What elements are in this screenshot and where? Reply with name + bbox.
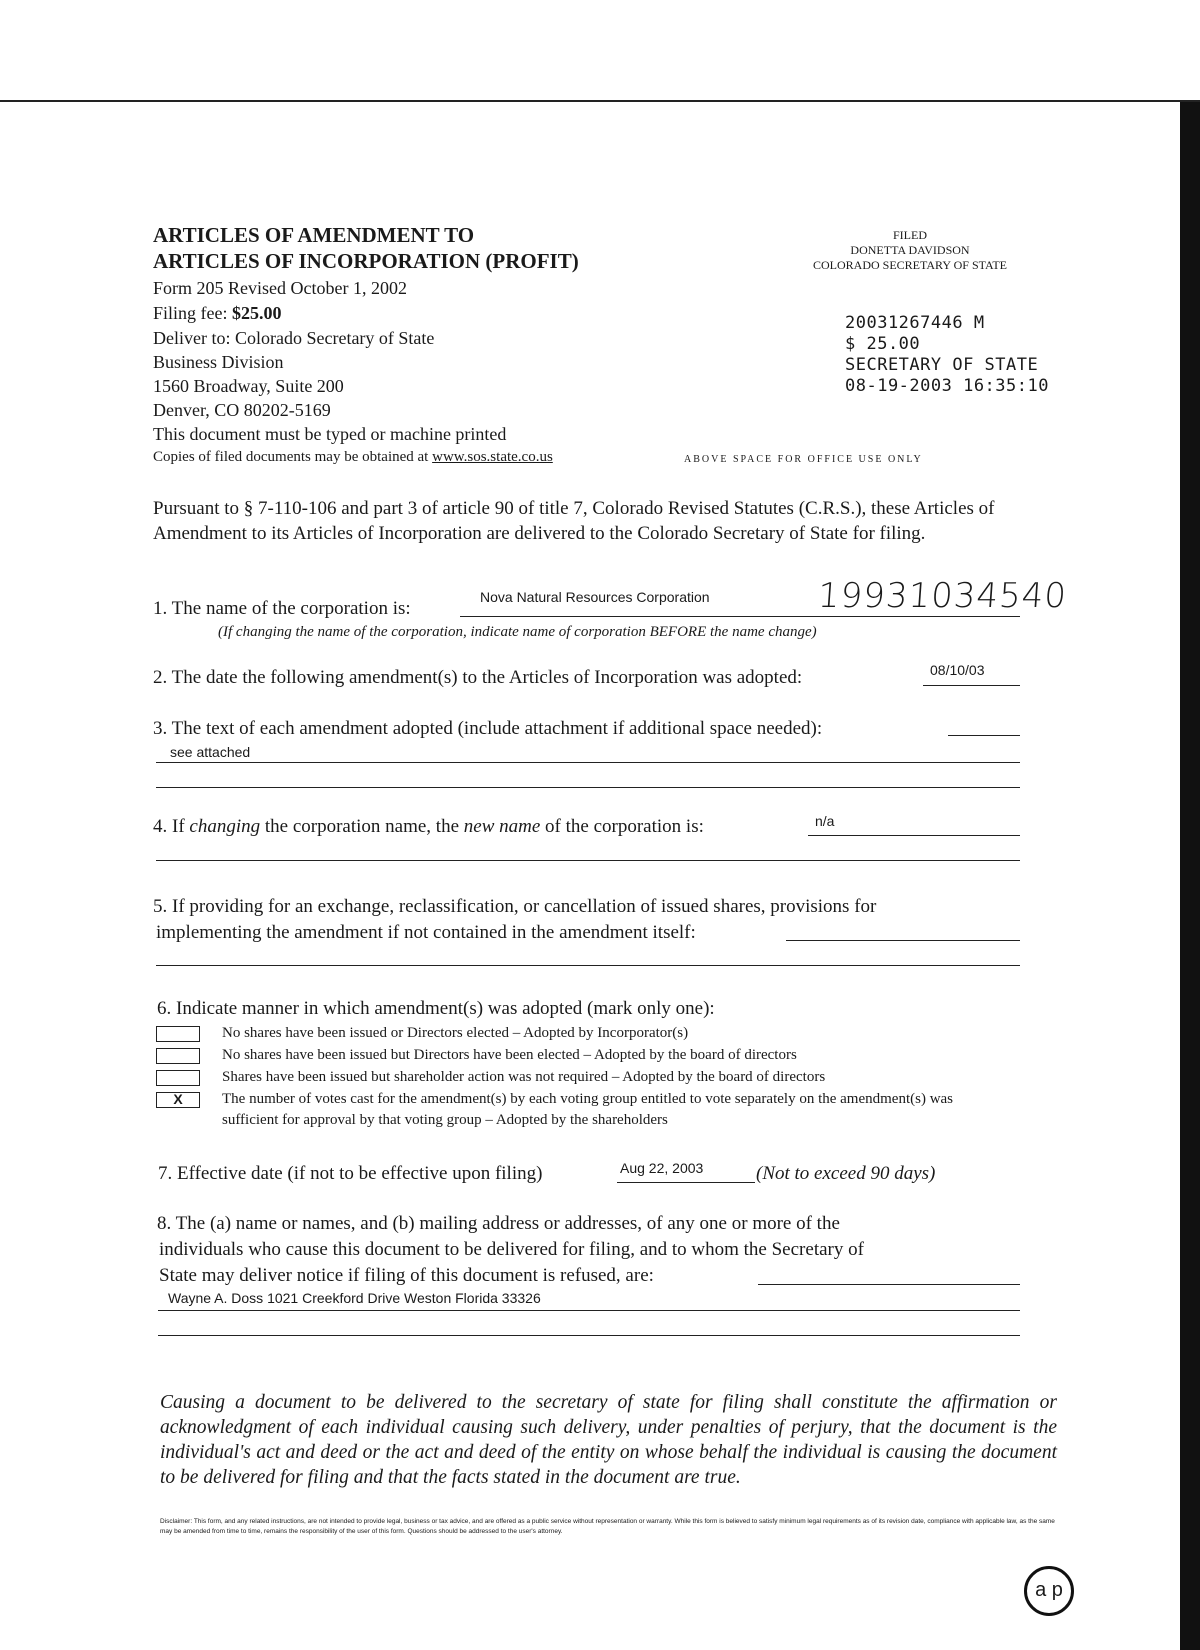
copies-note bbox=[153, 449, 553, 466]
item8-line1: 8. The (a) name or names, and (b) mailing address or addresses, of any one or more of the bbox=[157, 1213, 840, 1234]
checkbox-shareholders[interactable]: X bbox=[156, 1092, 200, 1108]
option-label-1: No shares have been issued or Directors elected – Adopted by Incorporator(s) bbox=[222, 1025, 689, 1041]
item7-underline bbox=[617, 1182, 755, 1183]
item8-line2: individuals who cause this document to be delivered for filing, and to whom the Secretary of bbox=[159, 1239, 864, 1260]
item4-suffix: of the corporation is: bbox=[540, 816, 704, 837]
item7-label: 7. Effective date (if not to be effective upon filing) bbox=[158, 1163, 543, 1184]
handwritten-entity-id: 19931034540 bbox=[816, 576, 1069, 616]
checkbox-board-no-action[interactable] bbox=[156, 1070, 200, 1086]
option-label-3: Shares have been issued but shareholder action was not required – Adopted by the board of directors bbox=[222, 1069, 826, 1085]
receipt-datetime: 08-19-2003 16:35:10 bbox=[845, 376, 1049, 396]
affirmation-paragraph: Causing a document to be delivered to the secretary of state for filing shall constitute the affirmation or acknowledgment of each individual causing such delivery, under penalties of perjury, that the document is the individual's act and deed or the act and deed of the entity on whose behalf the individual is causing the document to be delivered for filing and that the facts stated in the document are true. bbox=[160, 1392, 1057, 1488]
item1-note: (If changing the name of the corporation, indicate name of corporation BEFORE the name change) bbox=[218, 624, 817, 640]
item8-underline-c bbox=[158, 1335, 1020, 1336]
item5-line1: 5. If providing for an exchange, reclassification, or cancellation of issued shares, provisions for bbox=[153, 896, 877, 917]
item2-label: 2. The date the following amendment(s) to the Articles of Incorporation was adopted: bbox=[153, 667, 803, 688]
item4-prefix: 4. If bbox=[153, 816, 190, 837]
item8-line3: State may deliver notice if filing of this document is refused, are: bbox=[159, 1265, 654, 1286]
item8-underline-a bbox=[758, 1284, 1020, 1285]
item5-underline-a bbox=[786, 940, 1020, 941]
item3-underline-a bbox=[948, 735, 1020, 736]
item7-note: (Not to exceed 90 days) bbox=[756, 1163, 936, 1184]
copies-text: Copies of filed documents may be obtained at bbox=[153, 449, 433, 465]
item4-changing: changing bbox=[189, 816, 261, 837]
checkbox-incorporators[interactable] bbox=[156, 1026, 200, 1042]
item1-label: 1. The name of the corporation is: bbox=[153, 598, 411, 619]
ap-badge: a p bbox=[1024, 1566, 1074, 1616]
corporation-name-field[interactable]: Nova Natural Resources Corporation bbox=[480, 589, 710, 605]
item4-middle: the corporation name, the bbox=[260, 816, 464, 837]
checkbox-board-no-shares[interactable] bbox=[156, 1048, 200, 1064]
form-title-line1: ARTICLES OF AMENDMENT TO bbox=[153, 223, 475, 247]
option-row-2 bbox=[156, 1048, 982, 1066]
division: Business Division bbox=[153, 352, 284, 372]
office-use-note: ABOVE SPACE FOR OFFICE USE ONLY bbox=[684, 454, 923, 465]
item6-label: 6. Indicate manner in which amendment(s) was adopted (mark only one): bbox=[157, 998, 715, 1019]
filed-secretary: DONETTA DAVIDSON bbox=[850, 243, 970, 257]
form-info: Form 205 Revised October 1, 2002 bbox=[153, 278, 407, 298]
item2-underline bbox=[923, 685, 1020, 686]
option-label-2: No shares have been issued but Directors have been elected – Adopted by the board of directors bbox=[222, 1047, 797, 1063]
receipt-stamp bbox=[845, 313, 1049, 397]
item5-underline-b bbox=[156, 965, 1020, 966]
filed-office: COLORADO SECRETARY OF STATE bbox=[813, 258, 1007, 272]
adoption-date-field[interactable]: 08/10/03 bbox=[930, 662, 985, 678]
item1-underline bbox=[460, 616, 1020, 617]
option-row-1 bbox=[156, 1026, 982, 1044]
amendment-text-field[interactable]: see attached bbox=[170, 744, 251, 760]
page-top-border bbox=[0, 100, 1200, 102]
address-line1: 1560 Broadway, Suite 200 bbox=[153, 376, 344, 396]
receipt-office: SECRETARY OF STATE bbox=[845, 355, 1039, 375]
page-right-border bbox=[1180, 102, 1200, 1650]
intro-paragraph: Pursuant to § 7-110-106 and part 3 of article 90 of title 7, Colorado Revised Statutes (C.R.S.), these Articles of Amendment to its Articles of Incorporation are delivered to the Colorado Secretary of State for filing. bbox=[153, 498, 995, 544]
item3-underline-b bbox=[156, 762, 1020, 763]
effective-date-field[interactable]: Aug 22, 2003 bbox=[620, 1160, 704, 1176]
item5-line2: implementing the amendment if not contained in the amendment itself: bbox=[156, 922, 696, 943]
option-label-4: The number of votes cast for the amendment(s) by each voting group entitled to vote separately on the amendment(s) was sufficient for approval by that voting group – Adopted by the shareholders bbox=[222, 1091, 954, 1128]
item4-new-name: new name bbox=[463, 816, 541, 837]
item8-underline-b bbox=[158, 1310, 1020, 1311]
filing-fee bbox=[153, 302, 282, 325]
receipt-doc-id: 20031267446 M bbox=[845, 313, 985, 333]
item4-underline-a bbox=[808, 835, 1020, 836]
item3-underline-c bbox=[156, 787, 1020, 788]
item3-label: 3. The text of each amendment adopted (include attachment if additional space needed): bbox=[153, 718, 823, 739]
item4-underline-b bbox=[156, 860, 1020, 861]
deliver-to: Deliver to: Colorado Secretary of State bbox=[153, 328, 435, 348]
filed-label: FILED bbox=[893, 228, 927, 242]
address-line2: Denver, CO 80202-5169 bbox=[153, 400, 331, 420]
form-title-line2: ARTICLES OF INCORPORATION (PROFIT) bbox=[153, 249, 579, 273]
sos-link[interactable]: www.sos.state.co.us bbox=[432, 449, 553, 465]
typed-note: This document must be typed or machine printed bbox=[153, 424, 507, 444]
new-name-field[interactable]: n/a bbox=[815, 813, 835, 829]
item4-label bbox=[153, 816, 704, 838]
option-row-3 bbox=[156, 1070, 982, 1088]
option-row-4 bbox=[156, 1092, 982, 1131]
fee-label: Filing fee: bbox=[153, 303, 232, 323]
receipt-amount: $ 25.00 bbox=[845, 334, 921, 354]
fee-value: $25.00 bbox=[232, 303, 282, 323]
filed-stamp bbox=[800, 228, 1020, 273]
filer-name-address-field[interactable]: Wayne A. Doss 1021 Creekford Drive Weston Florida 33326 bbox=[168, 1290, 541, 1306]
disclaimer-text: Disclaimer: This form, and any related instructions, are not intended to provide legal, business or tax advice, and are offered as a public service without representation or warranty. While this form is believed to satisfy minimum legal requirements as of its revision date, compliance with applicable law, as the same may be amended from time to time, remains the responsibility of the user of this form. Questions should be addressed to the user's attorney. bbox=[160, 1518, 1055, 1535]
